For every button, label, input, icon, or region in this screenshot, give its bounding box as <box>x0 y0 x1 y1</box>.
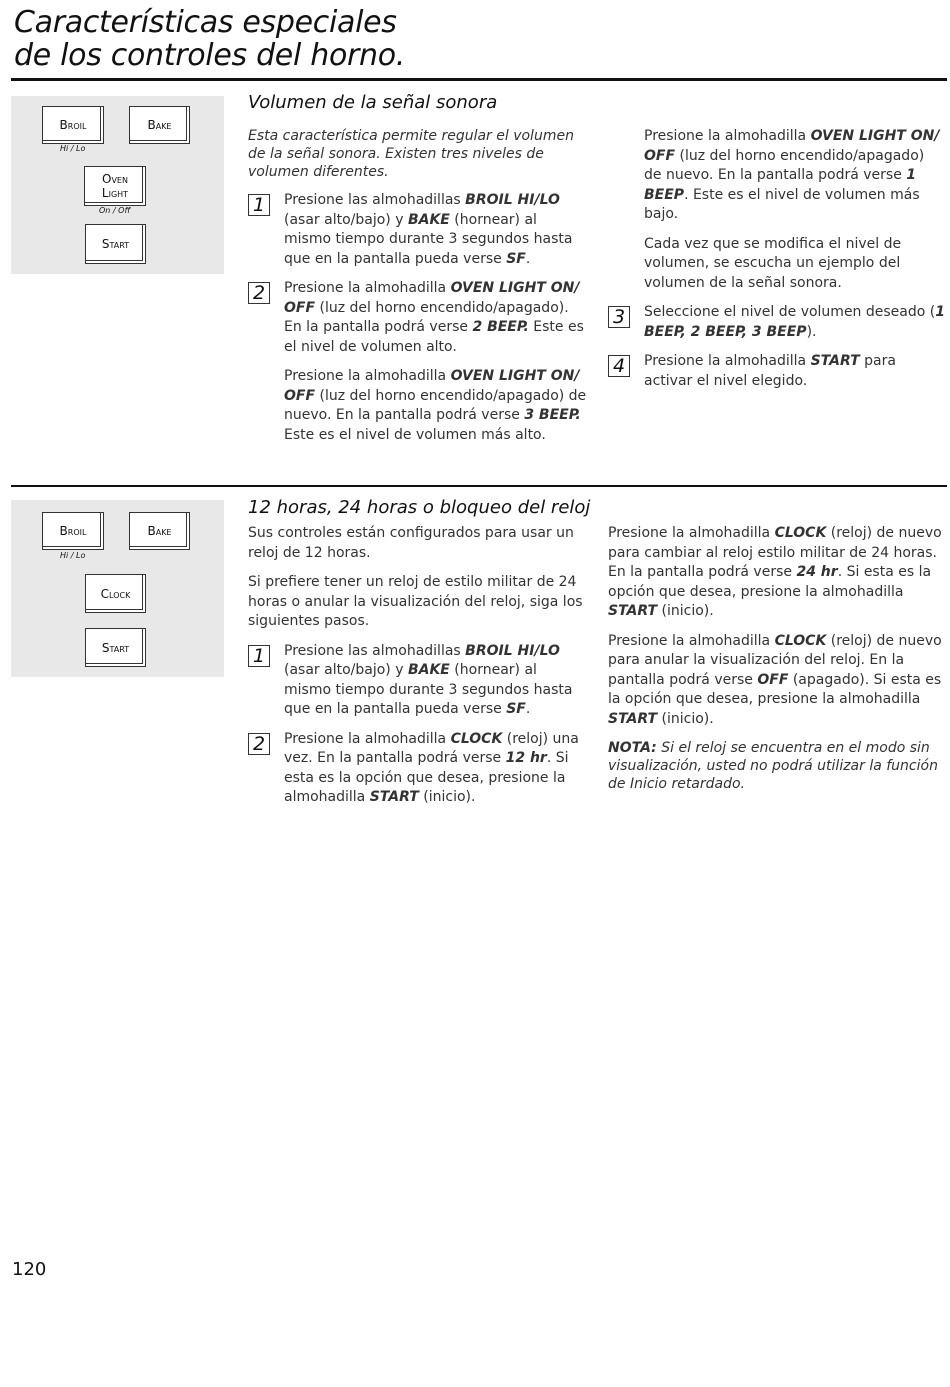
volume-step-3: 3 Seleccione el nivel de volumen deseado (1 BEEP, 2 BEEP, 3 BEEP). <box>608 303 946 342</box>
step-number-2: 2 <box>248 282 270 304</box>
volume-intro: Esta característica permite regular el volumen de la señal sonora. Existen tres niveles de volumen diferentes. <box>248 128 574 180</box>
bake-key: Bake <box>129 512 190 550</box>
start-key: Start <box>85 224 146 264</box>
page-title <box>14 6 405 72</box>
clock-off-paragraph: Presione la almohadilla CLOCK (reloj) de nuevo para anular la visualización del reloj. En la pantalla podrá verse OFF (apagado). Si esta es la opción que desea, presione la almohadilla START (inicio). <box>608 632 942 727</box>
bake-key: Bake <box>129 106 190 144</box>
control-panel-illustration-clock <box>11 500 224 677</box>
volume-heading: Volumen de la señal sonora <box>248 92 498 113</box>
control-panel-illustration-volume <box>11 96 224 274</box>
page-number: 120 <box>12 1259 47 1280</box>
volume-left-column <box>248 127 588 455</box>
volume-step-2-continued: Presione la almohadilla OVEN LIGHT ON/ OFF (luz del horno encendido/apagado) de nuevo. En la pantalla podrá verse 1 BEEP. Este es el nivel de volumen más bajo. Cada vez que se modifica el nivel de volumen, se escucha un ejemplo del volumen de la señal sonora. <box>608 127 946 293</box>
volume-step-2: 2 Presione la almohadilla OVEN LIGHT ON/ OFF (luz del horno encendido/apagado). En la pantalla podrá verse 2 BEEP. Este es el nivel de volumen alto. Presione la almohadilla OVEN LIGHT ON/ OFF (luz del horno encendido/apagado) de nuevo. En la pantalla podrá verse 3 BEEP. Este es el nivel de volumen más alto. <box>248 279 588 445</box>
clock-heading: 12 horas, 24 horas o bloqueo del reloj <box>248 497 591 518</box>
step-number-4: 4 <box>608 355 630 377</box>
clock-key: Clock <box>85 574 146 613</box>
page-title-line-2: de los controles del horno. <box>14 38 406 73</box>
page-title-line-1: Características especiales <box>14 5 397 40</box>
broil-key-sublabel: Hi / Lo <box>60 144 86 153</box>
start-key: Start <box>85 628 146 667</box>
broil-key-sublabel: Hi / Lo <box>60 551 86 560</box>
step-number-2: 2 <box>248 733 270 755</box>
clock-24hr-paragraph: Presione la almohadilla CLOCK (reloj) de nuevo para cambiar al reloj estilo militar de 24 horas. En la pantalla podrá verse 24 hr. Si esta es la opción que desea, presione la almohadilla START (inicio). <box>608 525 942 619</box>
section-divider <box>11 485 947 487</box>
step-number-3: 3 <box>608 306 630 328</box>
clock-step-1: 1 Presione las almohadillas BROIL HI/LO (asar alto/bajo) y BAKE (hornear) al mismo tiempo durante 3 segundos hasta que en la pantalla pueda verse SF. <box>248 642 588 720</box>
step-number-1: 1 <box>248 645 270 667</box>
broil-key: Broil <box>42 106 104 144</box>
title-rule <box>11 78 947 81</box>
clock-step-2: 2 Presione la almohadilla CLOCK (reloj) una vez. En la pantalla podrá verse 12 hr. Si esta es la opción que desea, presione la almohadilla START (inicio). <box>248 730 588 808</box>
clock-intro-2: Si prefiere tener un reloj de estilo militar de 24 horas o anular la visualización del reloj, siga los siguientes pasos. <box>248 574 583 629</box>
oven-light-key: Oven Light <box>84 166 146 206</box>
broil-key: Broil <box>42 512 104 550</box>
step-number-1: 1 <box>248 194 270 216</box>
oven-light-key-sublabel: On / Off <box>99 206 131 215</box>
clock-left-column <box>248 524 588 818</box>
volume-step-1: 1 Presione las almohadillas BROIL HI/LO (asar alto/bajo) y BAKE (hornear) al mismo tiempo durante 3 segundos hasta que en la pantalla pueda verse SF. <box>248 191 588 269</box>
clock-intro-1: Sus controles están configurados para usar un reloj de 12 horas. <box>248 525 574 561</box>
volume-right-column <box>608 127 946 401</box>
clock-right-column <box>608 524 946 803</box>
clock-note: NOTA: Si el reloj se encuentra en el modo sin visualización, usted no podrá utilizar la función de Inicio retardado. <box>608 740 938 792</box>
volume-sample-note: Cada vez que se modifica el nivel de volumen, se escucha un ejemplo del volumen de la señal sonora. <box>644 235 902 291</box>
volume-step-4: 4 Presione la almohadilla START para activar el nivel elegido. <box>608 352 946 391</box>
